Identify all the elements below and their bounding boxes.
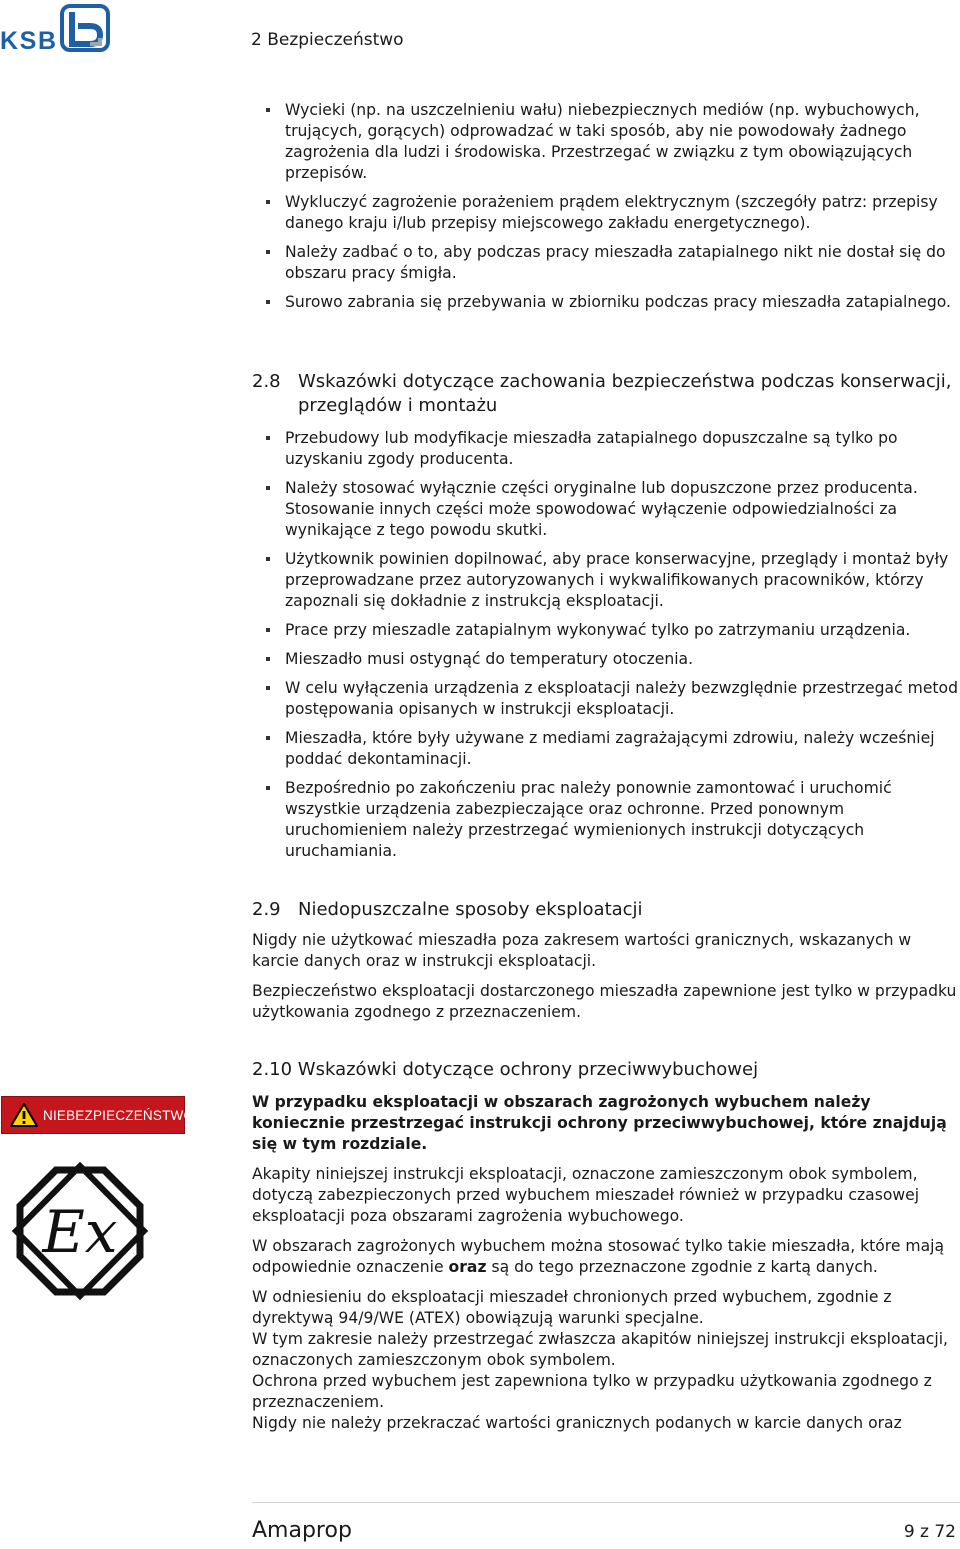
ksb-logo-text: KSB xyxy=(0,27,56,52)
section-number: 2.9 xyxy=(252,899,281,920)
list-item: Prace przy mieszadle zatapialnym wykonywać tylko po zatrzymaniu urządzenia. xyxy=(252,620,958,641)
paragraph: Bezpieczeństwo eksploatacji dostarczonego mieszadła zapewnione jest tylko w przypadku użytkowania zgodnego z przeznaczeniem. xyxy=(252,982,957,1021)
bold-intro: W przypadku eksploatacji w obszarach zagrożonych wybuchem należy koniecznie przestrzegać instrukcji ochrony przeciwwybuchowej, które znajdują się w tym rozdziale. xyxy=(252,1093,947,1153)
list-item: Surowo zabrania się przebywania w zbiorniku podczas pracy mieszadła zatapialnego. xyxy=(252,292,958,313)
section-heading: 2.10 Wskazówki dotyczące ochrony przeciwwybuchowej xyxy=(252,1059,759,1080)
section-2-10 xyxy=(252,1058,958,1443)
bullet-list-top xyxy=(252,100,958,313)
section-2-8 xyxy=(252,370,958,870)
section-top xyxy=(252,100,958,321)
danger-banner xyxy=(1,1096,195,1134)
section-title: Niedopuszczalne sposoby eksploatacji xyxy=(298,899,643,920)
list-item: W celu wyłączenia urządzenia z eksploatacji należy bezwzględnie przestrzegać metod postępowania opisanych w instrukcji eksploatacji. xyxy=(252,678,958,720)
ex-symbol-text: Ex xyxy=(42,1198,118,1266)
text-line: W tym zakresie należy przestrzegać zwłaszcza akapitów niniejszej instrukcji eksploatacji, oznaczonych zamieszczonym obok symbolem. xyxy=(252,1330,948,1369)
list-item: Wycieki (np. na uszczelnieniu wału) niebezpiecznych mediów (np. wybuchowych, trujących, gorących) odprowadzać w taki sposób, aby nie powodowały żadnego zagrożenia dla ludzi i środowiska. Przestrzegać w związku z tym obowiązujących przepisów. xyxy=(252,100,958,184)
list-item: Należy stosować wyłącznie części oryginalne lub dopuszczone przez producenta. Stosowanie innych części może spowodować wyłączenie odpowiedzialności za wynikające z tego powodu skutki. xyxy=(252,478,958,541)
list-item: Wykluczyć zagrożenie porażeniem prądem elektrycznym (szczegóły patrz: przepisy danego kraju i/lub przepisy miejscowego zakładu energetycznego). xyxy=(252,192,958,234)
footer-divider xyxy=(252,1502,960,1503)
section-heading xyxy=(252,898,958,922)
paragraph xyxy=(252,1236,958,1278)
list-item: Należy zadbać o to, aby podczas pracy mieszadła zatapialnego nikt nie dostał się do obszaru pracy śmigła. xyxy=(252,242,958,284)
text-line: W odniesieniu do eksploatacji mieszadeł chronionych przed wybuchem, zgodnie z dyrektywą 94/9/WE (ATEX) obowiązują warunki specjalne. xyxy=(252,1288,892,1327)
warning-triangle-icon xyxy=(9,1102,39,1128)
text-run: W obszarach zagrożonych wybuchem można stosować tylko takie mieszadła, które mają odpowiednie oznaczenie xyxy=(252,1237,945,1276)
list-item: Bezpośrednio po zakończeniu prac należy ponownie zamontować i uruchomić wszystkie urządzenia zabezpieczające oraz ochronne. Przed ponownym uruchomieniem należy przestrzegać wymienionych instrukcji dotyczących uruchamiania. xyxy=(252,778,958,862)
page-number: 9 z 72 xyxy=(903,1522,956,1542)
paragraph: Nigdy nie użytkować mieszadła poza zakresem wartości granicznych, wskazanych w karcie danych oraz w instrukcji eksploatacji. xyxy=(252,931,912,970)
paragraph: Akapity niniejszej instrukcji eksploatacji, oznaczone zamieszczonym obok symbolem, dotyczą zabezpieczonych przed wybuchem mieszadeł również w przypadku czasowej eksploatacji poza obszarami zagrożenia wybuchowego. xyxy=(252,1165,920,1225)
bullet-list-2-8 xyxy=(252,428,958,862)
ksb-logo xyxy=(0,2,112,52)
text-line: Nigdy nie należy przekraczać wartości granicznych podanych w karcie danych oraz xyxy=(252,1414,902,1432)
section-2-9 xyxy=(252,898,958,1032)
section-heading xyxy=(252,370,958,418)
paragraph xyxy=(252,1287,958,1434)
section-number: 2.8 xyxy=(252,371,281,392)
text-run: są do tego przeznaczone zgodnie z kartą danych. xyxy=(486,1258,878,1276)
list-item: Przebudowy lub modyfikacje mieszadła zatapialnego dopuszczalne są tylko po uzyskaniu zgody producenta. xyxy=(252,428,958,470)
list-item: Mieszadło musi ostygnąć do temperatury otoczenia. xyxy=(252,649,958,670)
footer-product: Amaprop xyxy=(252,1518,352,1543)
section-title: Wskazówki dotyczące zachowania bezpieczeństwa podczas konserwacji, przeglądów i montażu xyxy=(298,371,952,416)
ex-explosion-protection-icon xyxy=(10,1160,150,1302)
text-line: Ochrona przed wybuchem jest zapewniona tylko w przypadku użytkowania zgodnego z przeznaczeniem. xyxy=(252,1372,932,1411)
header-section-title: 2 Bezpieczeństwo xyxy=(251,30,404,50)
bold-word: oraz xyxy=(448,1258,487,1276)
danger-label: NIEBEZPIECZEŃSTWO xyxy=(43,1108,195,1123)
list-item: Mieszadła, które były używane z mediami zagrażającymi zdrowiu, należy wcześniej poddać dekontaminacji. xyxy=(252,728,958,770)
list-item: Użytkownik powinien dopilnować, aby prace konserwacyjne, przeglądy i montaż były przeprowadzane przez autoryzowanych i wykwalifikowanych pracowników, którzy zapoznali się dokładnie z instrukcją eksploatacji. xyxy=(252,549,958,612)
